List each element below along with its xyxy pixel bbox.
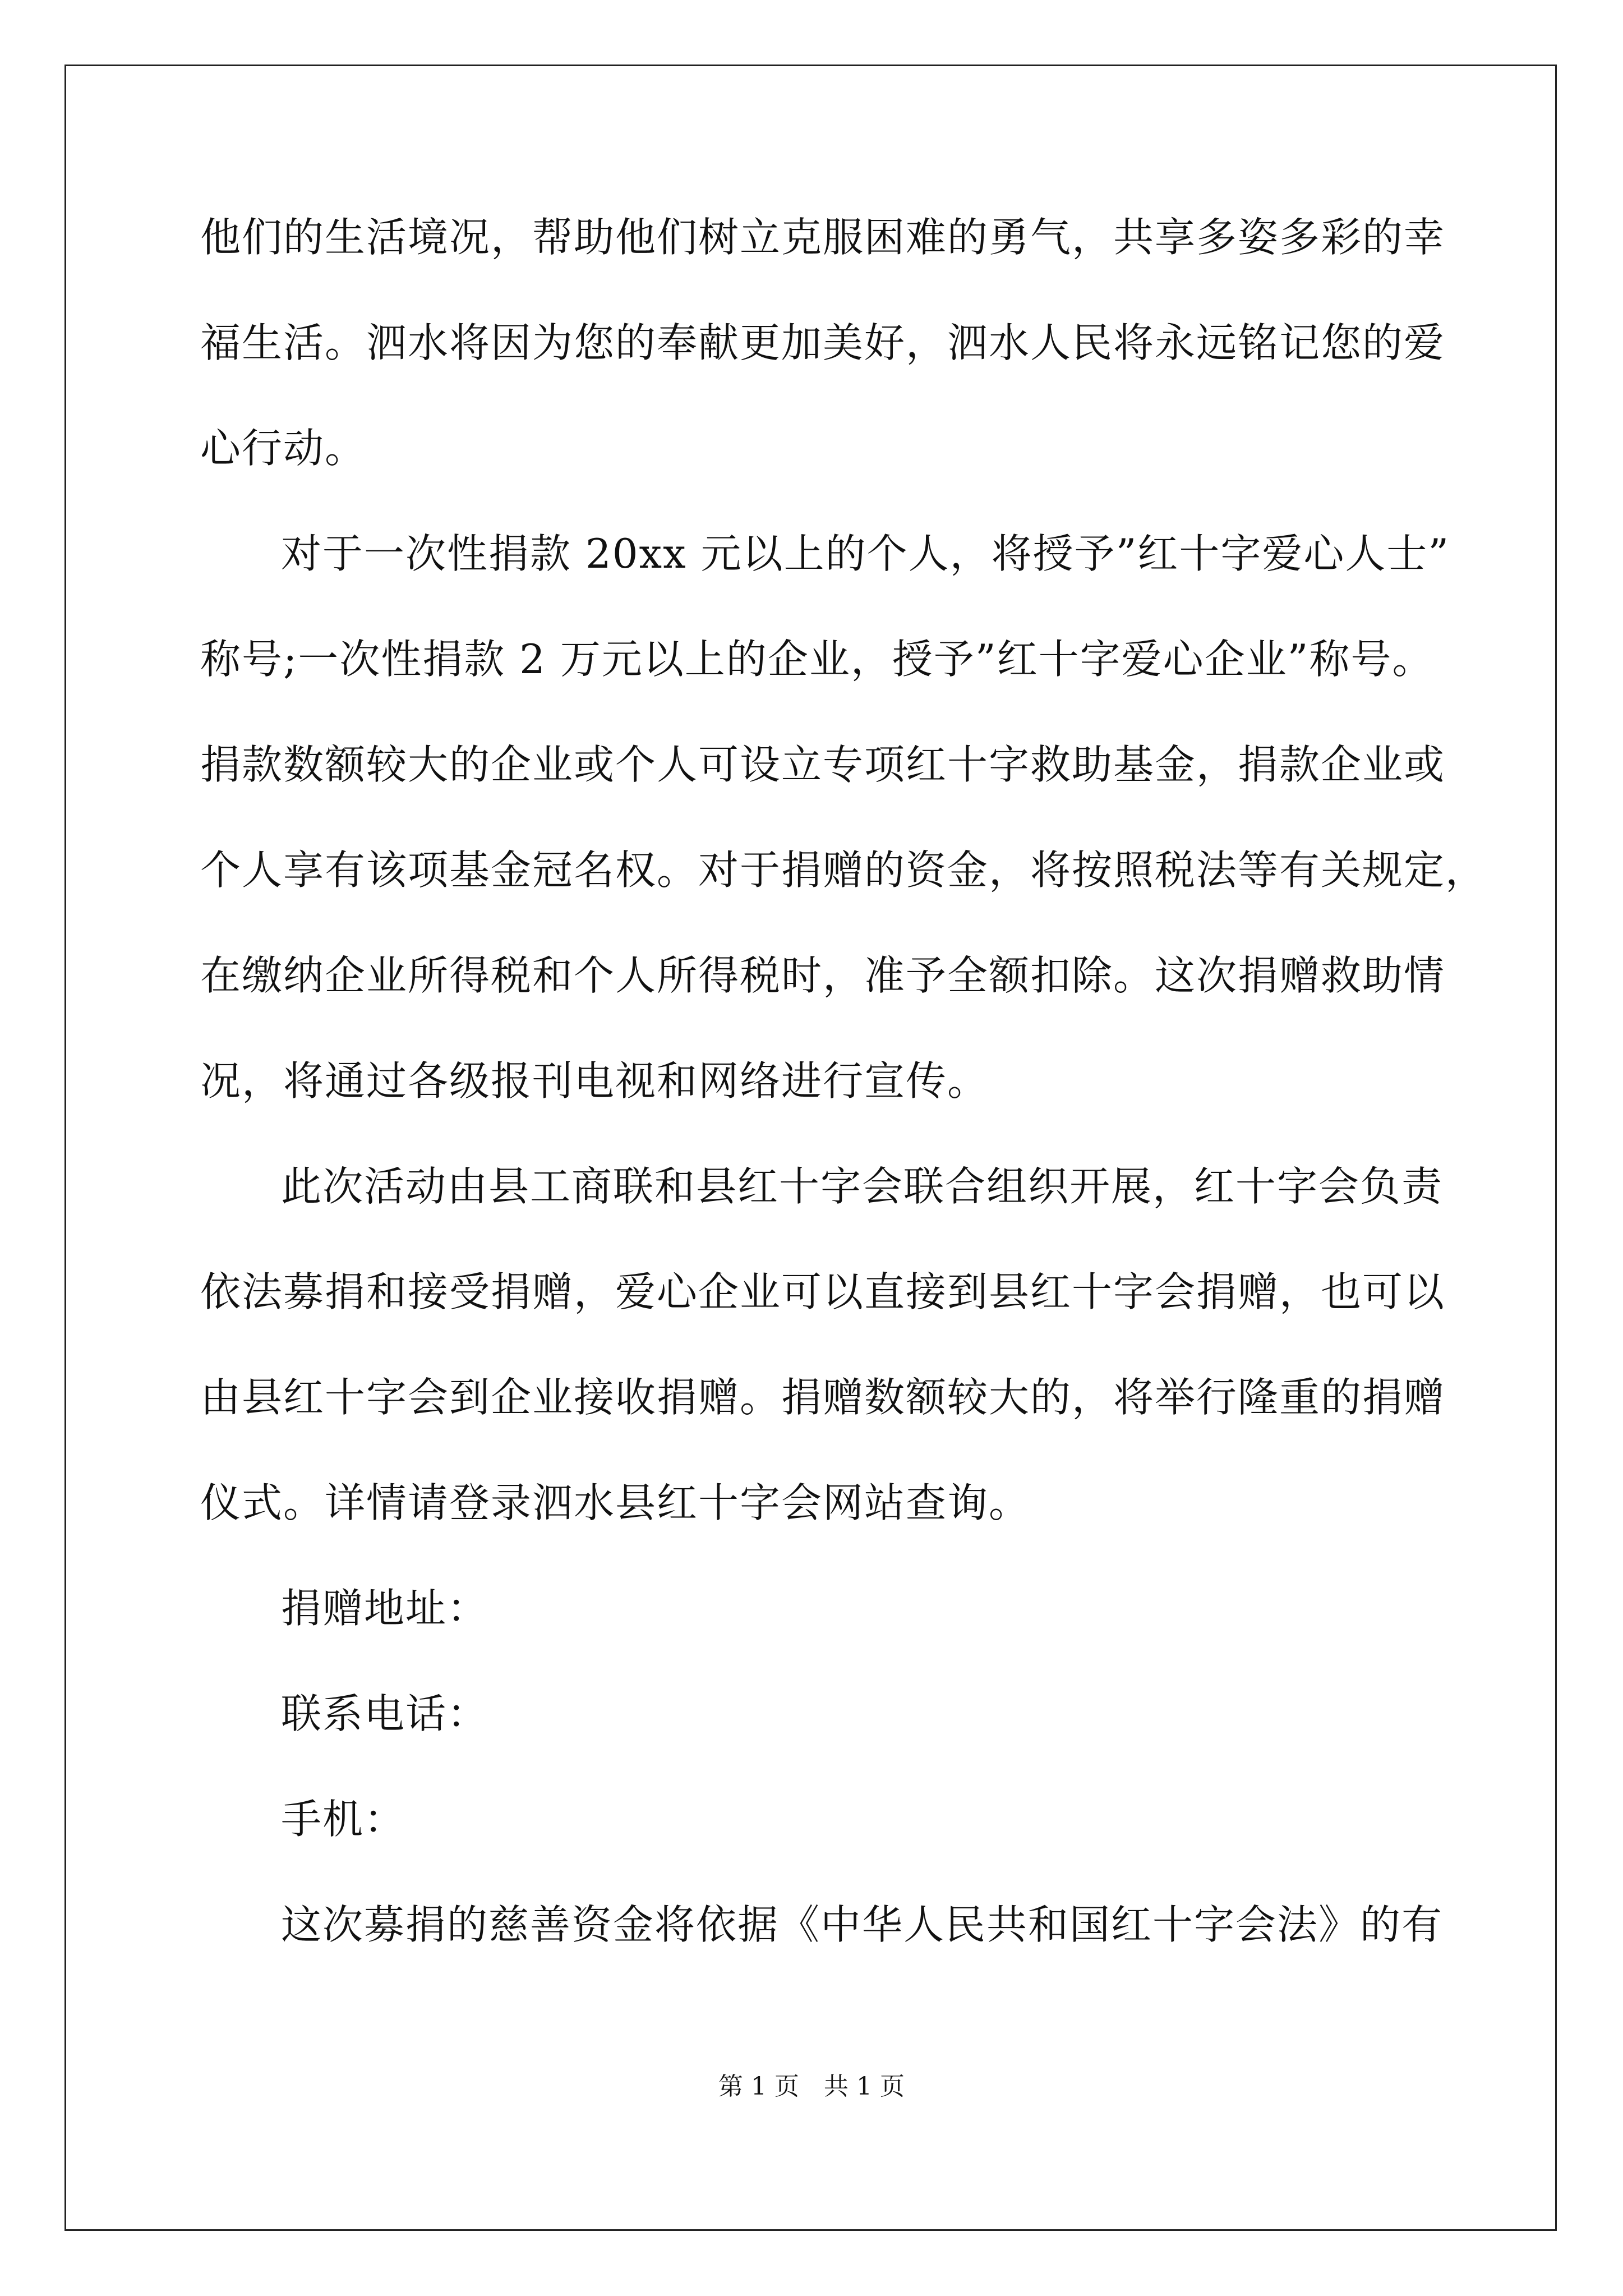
text-line: 称号;一次性捐款 2 万元以上的企业，授予”红十字爱心企业”称号。	[200, 636, 1434, 683]
page-number: 第 1 页	[718, 2072, 799, 2101]
text-line: 他们的生活境况，帮助他们树立克服困难的勇气，共享多姿多彩的幸	[200, 214, 1446, 261]
text-line: 福生活。泗水将因为您的奉献更加美好，泗水人民将永远铭记您的爱	[200, 319, 1446, 366]
text-line: 个人享有该项基金冠名权。对于捐赠的资金，将按照税法等有关规定，	[200, 846, 1487, 894]
mobile-label: 手机：	[281, 1796, 406, 1843]
paragraph-start-line: 对于一次性捐款 20xx 元以上的个人，将授予”红十字爱心人士”	[281, 530, 1450, 577]
text-line: 仪式。详情请登录泗水县红十字会网站查询。	[200, 1479, 1031, 1526]
text-line: 依法募捐和接受捐赠，爱心企业可以直接到县红十字会捐赠，也可以	[200, 1268, 1446, 1315]
contact-phone-label: 联系电话：	[281, 1690, 489, 1737]
text-line: 心行动。	[200, 425, 367, 472]
paragraph-start-line: 这次募捐的慈善资金将依据《中华人民共和国红十字会法》的有	[281, 1901, 1444, 1948]
text-line: 由县红十字会到企业接收捐赠。捐赠数额较大的，将举行隆重的捐赠	[200, 1374, 1446, 1421]
page-footer	[0, 2070, 1623, 2104]
donation-address-label: 捐赠地址：	[281, 1585, 489, 1632]
text-line: 况，将通过各级报刊电视和网络进行宣传。	[200, 1057, 989, 1105]
paragraph-start-line: 此次活动由县工商联和县红十字会联合组织开展，红十字会负责	[281, 1163, 1444, 1210]
text-line: 在缴纳企业所得税和个人所得税时，准予全额扣除。这次捐赠救助情	[200, 952, 1446, 999]
page-total: 共 1 页	[824, 2072, 905, 2101]
text-line: 捐款数额较大的企业或个人可设立专项红十字救助基金，捐款企业或	[200, 741, 1446, 788]
